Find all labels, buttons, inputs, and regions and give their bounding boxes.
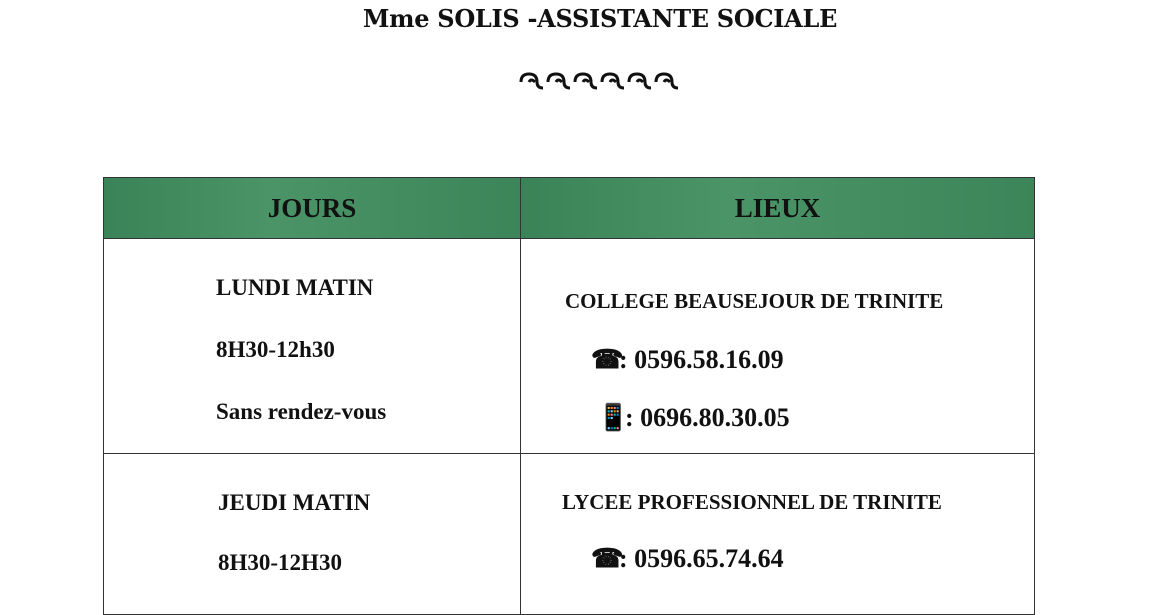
phone-icon: ☎ [591, 345, 624, 374]
location: LYCEE PROFESSIONNEL DE TRINITE [562, 490, 942, 514]
day: JEUDI MATIN [218, 490, 371, 515]
page-title: Mme SOLIS -ASSISTANTE SOCIALE [362, 4, 838, 33]
hours: 8H30-12H30 [218, 550, 342, 575]
mobile-number: 0696.80.30.05 [640, 403, 790, 432]
hours: 8H30-12h30 [216, 337, 335, 362]
table-row: LUNDI MATIN 8H30-12h30 Sans rendez-vous COLLEGE BEAUSEJOUR DE TRINITE ☎: 0596.58.16.09 📱: 0696.80.30.05 [104, 239, 1035, 454]
phone-number: 0596.65.74.64 [634, 544, 784, 573]
table-row: JEUDI MATIN 8H30-12H30 LYCEE PROFESSIONNEL DE TRINITE ☎: 0596.65.74.64 [104, 454, 1035, 615]
phone-number: 0596.58.16.09 [634, 345, 784, 374]
note: Sans rendez-vous [216, 399, 387, 424]
header-lieux: LIEUX [521, 178, 1035, 239]
day: LUNDI MATIN [216, 275, 374, 300]
mobile-phone-icon: 📱 [597, 403, 630, 432]
ornament-divider [517, 70, 687, 90]
location: COLLEGE BEAUSEJOUR DE TRINITE [565, 289, 944, 313]
table-header-row [104, 178, 1035, 239]
header-jours: JOURS [104, 178, 521, 239]
schedule-table [103, 177, 1035, 615]
phone-icon: ☎ [591, 544, 624, 573]
